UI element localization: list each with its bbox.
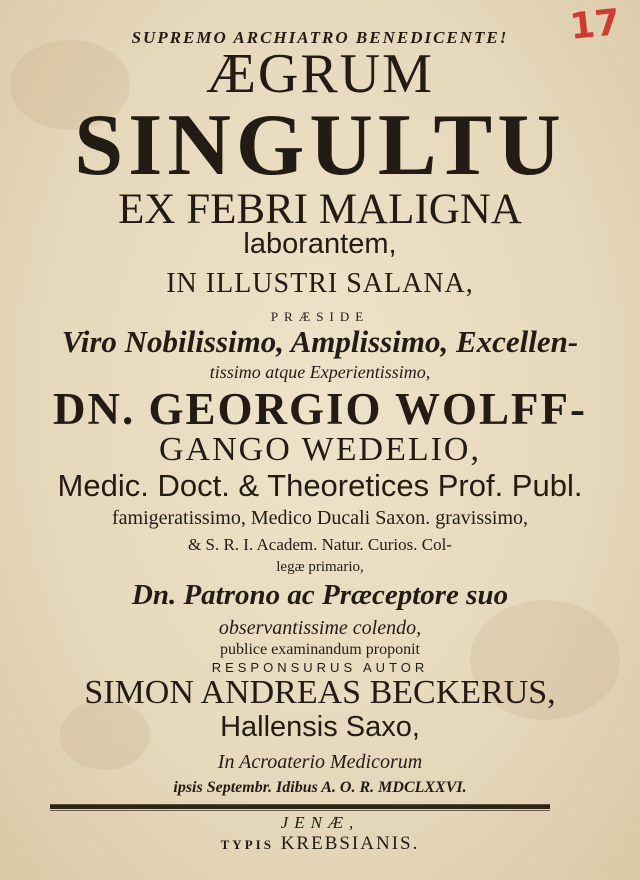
- examination-line: publice examinandum proponit: [220, 641, 420, 658]
- imprint-printer: KREBSIANIS.: [280, 833, 420, 854]
- praeside-label: PRÆSIDE: [270, 309, 370, 324]
- place-line: In Acroaterio Medicorum: [217, 751, 423, 773]
- respondent-origin: Hallensis Saxo,: [220, 711, 420, 743]
- praeses-epithet-1: Viro Nobilissimo, Amplissimo, Excellen-: [61, 324, 579, 359]
- patron-line: Dn. Patrono ac Præceptore suo: [131, 579, 509, 611]
- praeses-name-2: GANGO WEDELIO,: [159, 431, 481, 468]
- praeses-title-4: legæ primario,: [276, 559, 364, 575]
- imprint-city: JENÆ,: [280, 813, 360, 832]
- dedication-line: SUPREMO ARCHIATRO BENEDICENTE!: [131, 28, 509, 47]
- title-line-3: EX FEBRI MALIGNA: [118, 186, 522, 233]
- praeses-title-2: famigeratissimo, Medico Ducali Saxon. gravissimo,: [111, 507, 529, 529]
- imprint-printer-line: [0, 834, 640, 853]
- title-line-1: ÆGRUM: [206, 43, 434, 105]
- title-line-5: IN ILLUSTRI SALANA,: [166, 268, 474, 299]
- respondent-name: SIMON ANDREAS BECKERUS,: [84, 674, 556, 711]
- praeses-title-3: & S. R. I. Academ. Natur. Curios. Col-: [188, 535, 452, 554]
- title-line-4: laborantem,: [243, 228, 397, 260]
- praeses-epithet-2: tissimo atque Experientissimo,: [209, 362, 431, 382]
- imprint-typis: TYPIS: [220, 837, 274, 852]
- praeses-name-1: DN. GEORGIO WOLFF-: [53, 384, 587, 434]
- respondent-label: RESPONSURUS AUTOR: [211, 660, 429, 675]
- folio-mark: 17: [567, 1, 623, 48]
- praeses-title-1: Medic. Doct. & Theoretices Prof. Publ.: [57, 468, 583, 503]
- patron-line-2: observantissime colendo,: [218, 617, 422, 639]
- ornamental-rule: [50, 804, 550, 809]
- ornamental-rule-thin: [50, 810, 550, 811]
- title-line-2: SINGULTU: [74, 97, 566, 194]
- date-line: ipsis Septembr. Idibus A. O. R. MDCLXXVI.: [173, 779, 467, 796]
